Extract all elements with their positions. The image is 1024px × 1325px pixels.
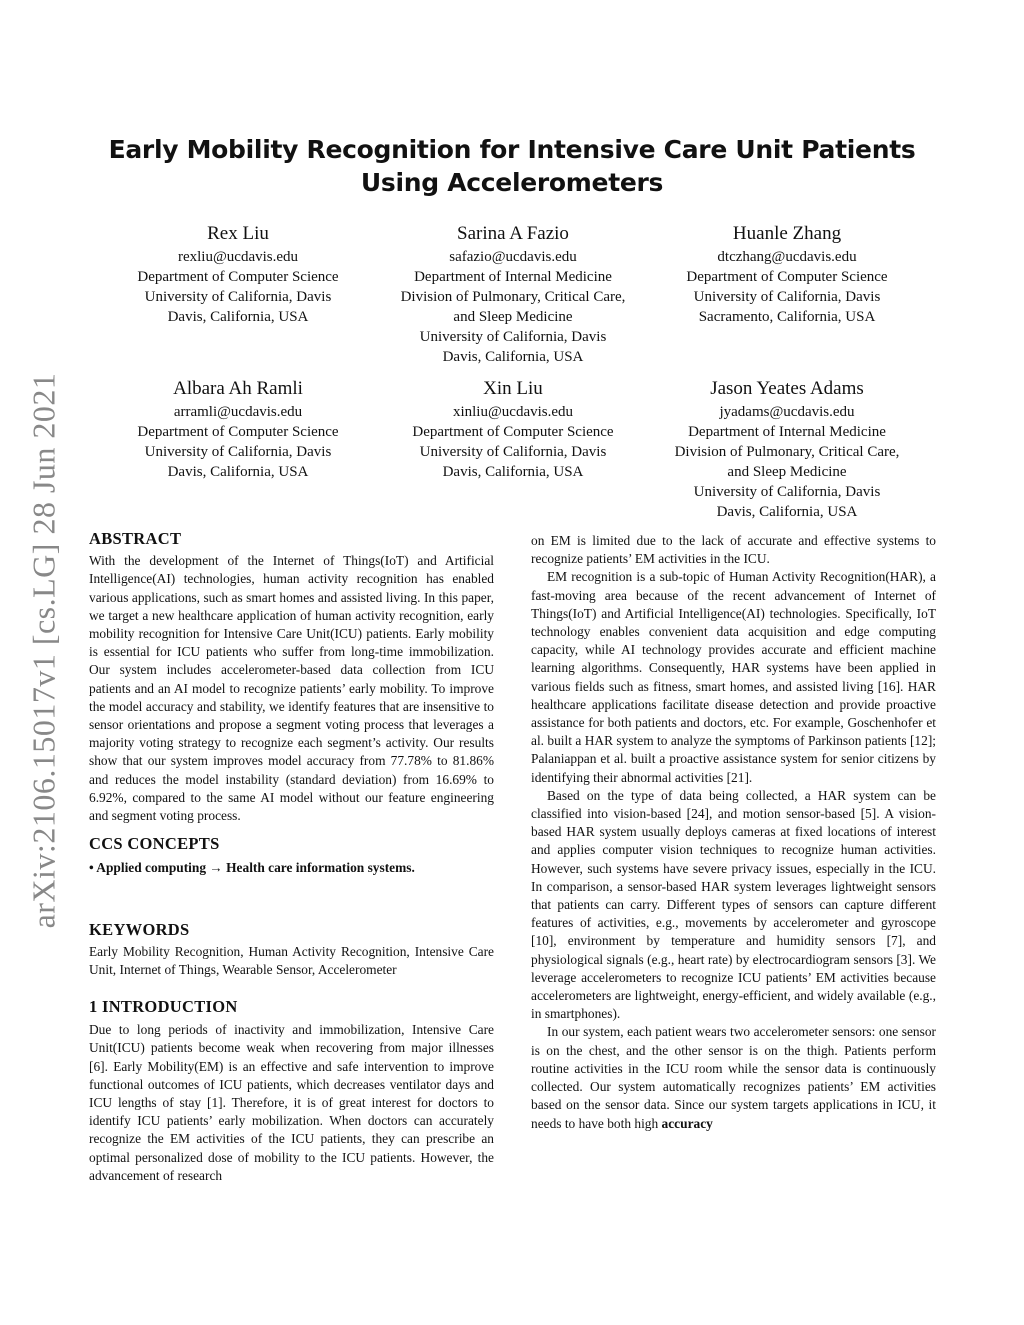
- intro-section: [89, 998, 494, 1185]
- author-affiliation: and Sleep Medicine: [727, 464, 847, 480]
- author-email: rexliu@ucdavis.edu: [177, 249, 299, 265]
- author-email: xinliu@ucdavis.edu: [452, 404, 574, 420]
- keywords-heading: KEYWORDS: [89, 920, 190, 939]
- author-affiliation: Department of Computer Science: [686, 269, 888, 285]
- ccs-heading: CCS CONCEPTS: [89, 834, 220, 853]
- author-email: dtczhang@ucdavis.edu: [717, 249, 857, 265]
- author-affiliation: Department of Computer Science: [137, 269, 339, 285]
- author-name: Jason Yeates Adams: [710, 378, 864, 399]
- author-block: [88, 376, 388, 482]
- intro-paragraph: [531, 1023, 936, 1132]
- author-affiliation: University of California, Davis: [693, 289, 881, 305]
- author-block: [637, 376, 937, 522]
- author-affiliation: Davis, California, USA: [167, 309, 309, 325]
- keywords-text: Early Mobility Recognition, Human Activity Recognition, Intensive Care Unit, Internet of Things, Wearable Sensor, Accelerometer: [89, 944, 494, 978]
- author-email: jyadams@ucdavis.edu: [719, 404, 855, 420]
- author-affiliation: University of California, Davis: [419, 329, 607, 345]
- author-affiliation: University of California, Davis: [419, 444, 607, 460]
- author-block: [363, 376, 663, 482]
- ccs-section: [89, 835, 494, 877]
- author-affiliation: Davis, California, USA: [167, 464, 309, 480]
- intro-paragraph: Due to long periods of inactivity and immobilization, Intensive Care Unit(ICU) patients become weak when recovering from major illnesses [6]. Early Mobility(EM) is an effective and safe intervention to improve functional outcomes of ICU patients, which decreases ventilator days and ICU lengths of stay [1]. Therefore, it is of great interest for doctors to identify ICU patients’ early mobilization. When doctors can accurately recognize the EM activities of the ICU patients, they can prescribe an optimal personalized dose of mobility to the ICU patients. However, the advancement of research: [89, 1022, 494, 1183]
- bold-term: accuracy: [661, 1115, 713, 1131]
- abstract-text: With the development of the Internet of Things(IoT) and Artificial Intelligence(AI) technologies, human activity recognition has enabled various applications, such as smart homes and assisted living. In this paper, we target a new healthcare application of human activity recognition, early mobility recognition for Intensive Care Unit(ICU) patients. Early mobility is essential for ICU patients who suffer from long-time immobilization. Our system includes accelerometer-based data collection from ICU patients and an AI model to recognize patients’ early mobility. To improve the model accuracy and stability, we identify features that are insensitive to sensor orientations and propose a segment voting process that leverages a majority voting strategy to recognize each segment’s activity. Our results show that our system improves model accuracy from 77.78% to 81.86% and reduces the model instability (standard deviation) from 16.69% to 6.92%, compared to the same AI model without our feature engineering and segment voting process.: [89, 553, 494, 824]
- author-email: arramli@ucdavis.edu: [173, 404, 303, 420]
- abstract-heading: ABSTRACT: [89, 529, 182, 548]
- author-affiliation: University of California, Davis: [144, 289, 332, 305]
- intro-paragraph: on EM is limited due to the lack of accurate and effective systems to recognize patients’ EM activities in the ICU.: [531, 533, 936, 567]
- author-name: Rex Liu: [207, 223, 269, 244]
- author-name: Albara Ah Ramli: [173, 378, 303, 399]
- author-affiliation: Davis, California, USA: [442, 349, 584, 365]
- author-affiliation: Department of Internal Medicine: [414, 269, 612, 285]
- author-affiliation: Division of Pulmonary, Critical Care,: [674, 444, 900, 460]
- author-affiliation: Department of Internal Medicine: [688, 424, 886, 440]
- author-affiliation: Department of Computer Science: [137, 424, 339, 440]
- author-block: [88, 221, 388, 327]
- author-block: [363, 221, 663, 367]
- author-affiliation: Davis, California, USA: [716, 504, 858, 520]
- intro-paragraph: Based on the type of data being collected, a HAR system can be classified into vision-based [24], and motion sensor-based [5]. A vision-based HAR system usually deploys cameras at fixed locations of interest and applies computer vision techniques to recognize human activities. However, such systems have severe privacy issues, especially in the ICU. In comparison, a sensor-based HAR system leverages lightweight sensors that patients can carry. Different types of sensors can capture different features of activities, e.g., movements by accelerometer and gyroscope [10], environment by temperature and humidity sensors [7], and physiological signals (e.g., heart rate) by electrocardiogram sensors [3]. We leverage accelerometers to recognize ICU patients’ EM activities because accelerometers are lightweight, energy-efficient, and widely available (e.g., in smartphones).: [531, 787, 936, 1022]
- paper-title: Early Mobility Recognition for Intensive Care Unit Patients Using Accelerometers: [108, 135, 916, 197]
- author-name: Xin Liu: [483, 378, 543, 399]
- author-affiliation: University of California, Davis: [693, 484, 881, 500]
- author-affiliation: Department of Computer Science: [412, 424, 614, 440]
- author-affiliation: Division of Pulmonary, Critical Care,: [400, 289, 626, 305]
- author-affiliation: University of California, Davis: [144, 444, 332, 460]
- author-email: safazio@ucdavis.edu: [449, 249, 577, 265]
- left-column: [89, 530, 494, 825]
- author-name: Sarina A Fazio: [457, 223, 569, 244]
- author-block: [637, 221, 937, 327]
- author-name: Huanle Zhang: [732, 223, 842, 244]
- intro-paragraph: EM recognition is a sub-topic of Human Activity Recognition(HAR), a fast-moving area because of the recent advancement of Internet of Things(IoT) and Artificial Intelligence(AI) technologies. Specifically, IoT technology enables convenient data acquisition and edge computing capacity, while AI technology provides accurate and efficient machine learning algorithms. Consequently, HAR systems have been applied in various fields such as fitness, smart homes, and assisted living [16]. HAR healthcare applications facilitate disease detection and provide proactive assistance for both patients and doctors, etc. For example, Goschenhofer et al. built a HAR system to analyze the symptoms of Parkinson patients [12]; Palaniappan et al. built a proactive assistance system for senior citizens by identifying their abnormal activities [21].: [531, 569, 936, 785]
- right-column: [531, 532, 936, 1133]
- author-affiliation: Davis, California, USA: [442, 464, 584, 480]
- intro-heading: 1 INTRODUCTION: [89, 997, 238, 1016]
- author-affiliation: Sacramento, California, USA: [698, 309, 876, 325]
- intro-paragraph-text: In our system, each patient wears two accelerometer sensors: one sensor is on the chest, and the other sensor is on the thigh. Patients perform routine activities in the ICU room while the sensor data is continuously collected. Our system automatically recognizes patients’ EM activities based on the sensor data. Since our system targets applications in ICU, it needs to have both high: [531, 1024, 936, 1131]
- ccs-text: • Applied computing → Health care information systems.: [89, 860, 415, 876]
- keywords-section: [89, 921, 494, 980]
- author-affiliation: and Sleep Medicine: [453, 309, 573, 325]
